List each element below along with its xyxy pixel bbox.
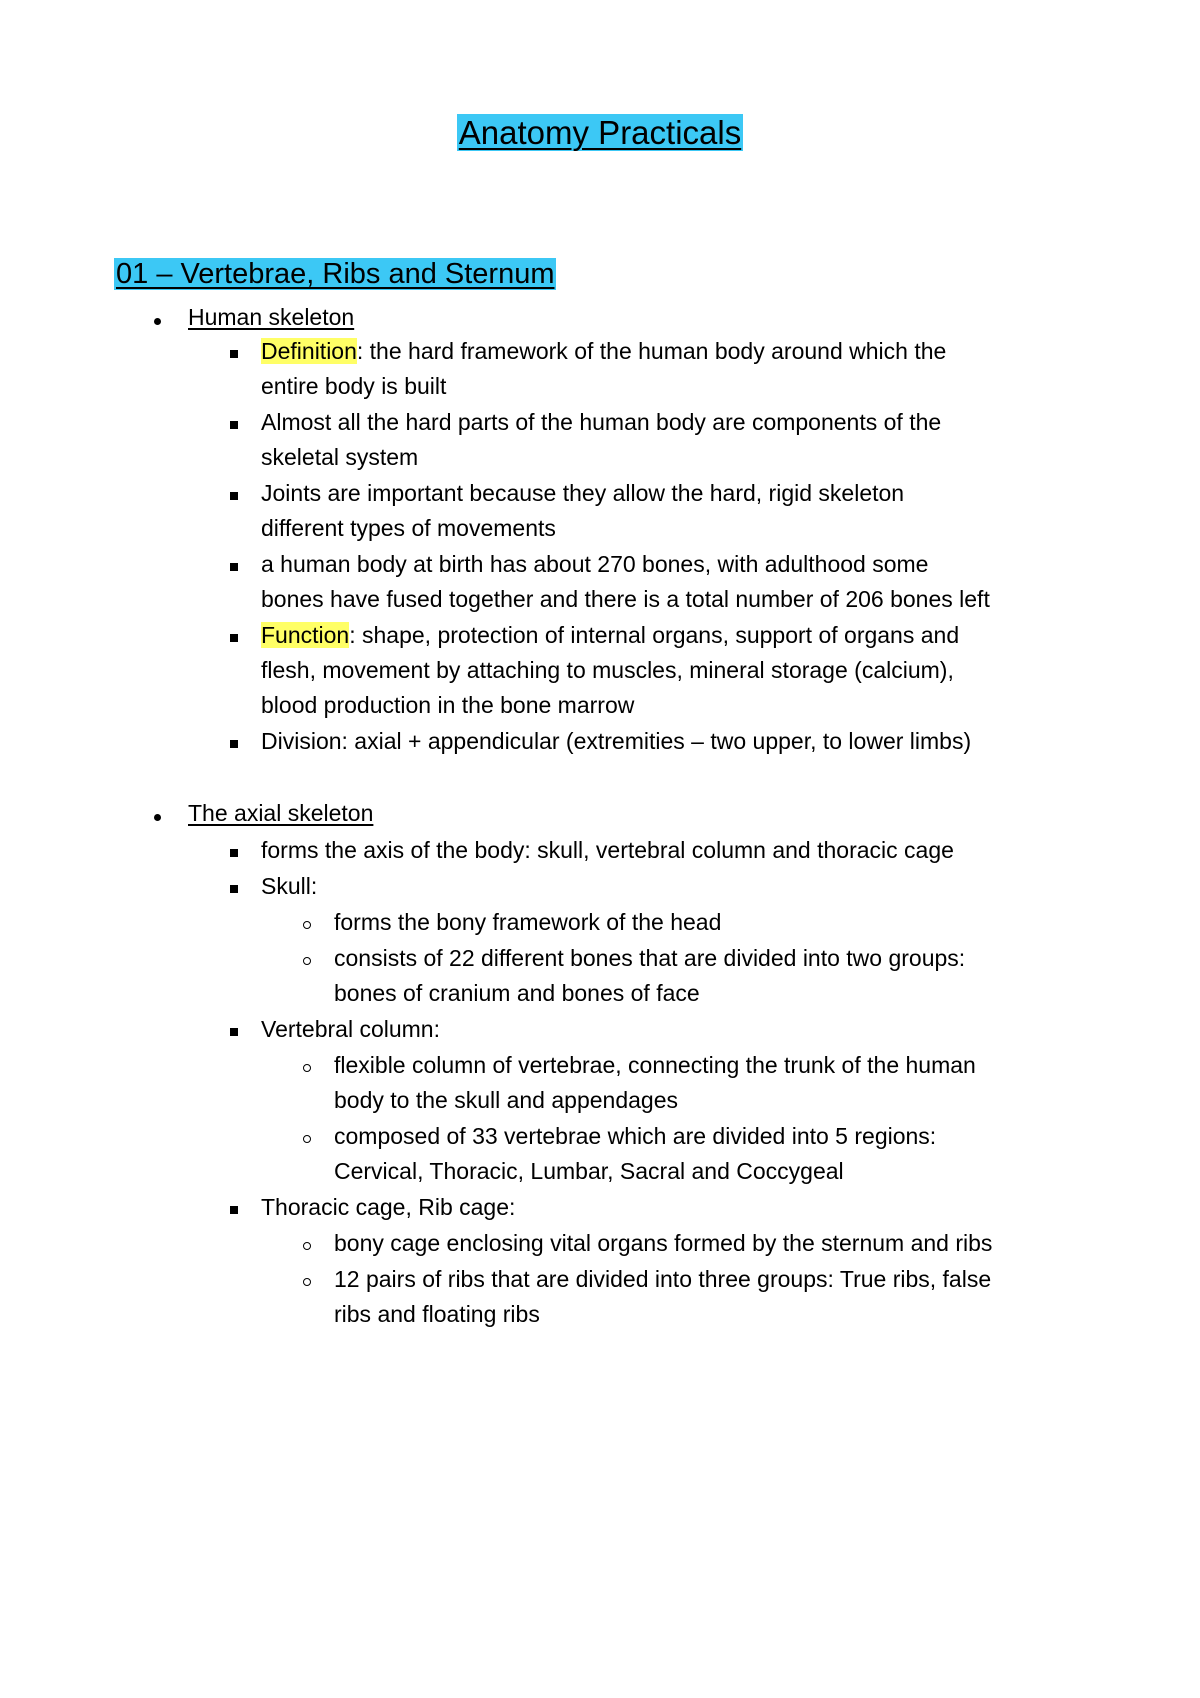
function-line2: flesh, movement by attaching to muscles, mineral storage (calcium),	[261, 657, 954, 683]
bullet-dot-icon	[154, 814, 161, 821]
document-title	[0, 112, 1200, 154]
axial-skeleton-heading	[188, 796, 373, 831]
thoracic-sub2-line1: 12 pairs of ribs that are divided into three groups: True ribs, false	[334, 1266, 992, 1292]
circle-bullet-icon	[303, 921, 311, 929]
section-heading	[114, 256, 556, 292]
circle-bullet-icon	[303, 1242, 311, 1250]
definition-line1-rest: : the hard framework of the human body around which the	[356, 338, 947, 364]
item3-line2: different types of movements	[261, 515, 556, 541]
square-bullet-icon	[230, 634, 238, 642]
division-line: Division: axial + appendicular (extremities – two upper, to lower limbs)	[261, 728, 972, 754]
square-bullet-icon	[230, 1206, 238, 1214]
skull-sub1: forms the bony framework of the head	[334, 909, 722, 935]
section-heading-text: 01 – Vertebrae, Ribs and Sternum	[116, 258, 555, 290]
vertebral-sub2-line2: Cervical, Thoracic, Lumbar, Sacral and Coccygeal	[334, 1158, 844, 1184]
function-line1	[261, 618, 959, 653]
definition-label: Definition	[261, 338, 357, 364]
circle-bullet-icon	[303, 1135, 311, 1143]
function-label: Function	[261, 622, 350, 648]
item3-line1: Joints are important because they allow the hard, rigid skeleton	[261, 480, 905, 506]
thoracic-label: Thoracic cage, Rib cage:	[261, 1194, 516, 1220]
definition-line2: entire body is built	[261, 373, 447, 399]
thoracic-sub2-line2: ribs and floating ribs	[334, 1301, 540, 1327]
circle-bullet-icon	[303, 1278, 311, 1286]
human-skeleton-heading	[188, 300, 354, 335]
item4-line2: bones have fused together and there is a total number of 206 bones left	[261, 586, 990, 612]
vertebral-sub1-line1: flexible column of vertebrae, connecting the trunk of the human	[334, 1052, 976, 1078]
human-skeleton-heading-text: Human skeleton	[188, 304, 355, 330]
square-bullet-icon	[230, 421, 238, 429]
square-bullet-icon	[230, 885, 238, 893]
circle-bullet-icon	[303, 957, 311, 965]
square-bullet-icon	[230, 492, 238, 500]
vertebral-sub1-line2: body to the skull and appendages	[334, 1087, 678, 1113]
definition-line1	[261, 334, 946, 369]
vertebral-sub2-line1: composed of 33 vertebrae which are divided into 5 regions:	[334, 1123, 937, 1149]
axial-skeleton-heading-text: The axial skeleton	[188, 800, 374, 826]
skull-sub2-line1: consists of 22 different bones that are divided into two groups:	[334, 945, 966, 971]
item2-line1: Almost all the hard parts of the human body are components of the	[261, 409, 942, 435]
axial-item1: forms the axis of the body: skull, vertebral column and thoracic cage	[261, 837, 954, 863]
thoracic-sub1: bony cage enclosing vital organs formed by the sternum and ribs	[334, 1230, 993, 1256]
square-bullet-icon	[230, 563, 238, 571]
circle-bullet-icon	[303, 1064, 311, 1072]
function-line3: blood production in the bone marrow	[261, 692, 635, 718]
skull-sub2-line2: bones of cranium and bones of face	[334, 980, 700, 1006]
function-line1-rest: : shape, protection of internal organs, support of organs and	[349, 622, 960, 648]
item2-line2: skeletal system	[261, 444, 419, 470]
square-bullet-icon	[230, 1028, 238, 1036]
square-bullet-icon	[230, 849, 238, 857]
bullet-dot-icon	[154, 318, 161, 325]
item4-line1: a human body at birth has about 270 bones, with adulthood some	[261, 551, 929, 577]
skull-label: Skull:	[261, 873, 318, 899]
square-bullet-icon	[230, 740, 238, 748]
square-bullet-icon	[230, 350, 238, 358]
vertebral-label: Vertebral column:	[261, 1016, 440, 1042]
document-title-text: Anatomy Practicals	[458, 114, 742, 151]
